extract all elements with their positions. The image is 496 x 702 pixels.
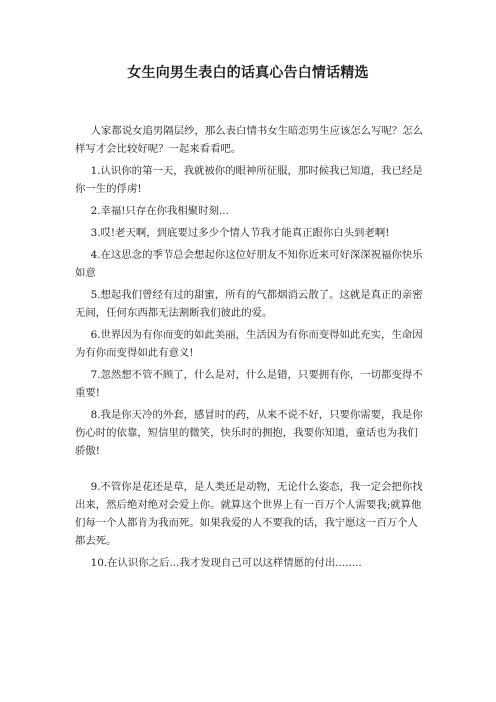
paragraph-intro: 人家都说女追男隔层纱，那么表白情书女生暗恋男生应该怎么写呢？怎么样写才会比较好呢？一起来看看吧。 <box>75 125 424 155</box>
paragraph-item-8: 8.我是你天冷的外套，感冒时的药，从来不说不好，只要你需要，我是你伤心时的依靠，短信里的微笑，快乐时的拥抱，我要你知道，童话也为我们骄傲! <box>75 409 423 457</box>
paragraph-item-3: 3.哎!老天啊，到底要过多少个情人节我才能真正跟你白头到老啊! <box>90 227 390 239</box>
paragraph-item-2: 2.幸福!只存在你我相聚时刻... <box>90 205 229 217</box>
document-body <box>75 122 427 576</box>
paragraph-item-6: 6.世界因为有你而变的如此美丽，生活因为有你而变得如此充实，生命因为有你而变得如此有意义! <box>75 329 423 359</box>
paragraph-item-10: 10.在认识你之后...我才发现自己可以这样情愿的付出........ <box>90 557 362 569</box>
document-title: 女生向男生表白的话真心告白情话精选 <box>127 65 369 81</box>
paragraph-item-4: 4.在这思念的季节总会想起你这位好朋友不知你近来可好深深祝福你快乐如意 <box>75 249 423 279</box>
paragraph-item-1: 1.认识你的第一天，我就被你的眼神所征服，那时候我已知道，我已经是你一生的俘虏! <box>75 165 423 195</box>
paragraph-item-5: 5.想起我们曾经有过的甜蜜，所有的气都烟消云散了。这就是真正的亲密无间，任何东西都无法割断我们彼此的爱。 <box>75 289 423 319</box>
paragraph-item-9: 9.不管你是花还是草，是人类还是动物，无论什么姿态，我一定会把你找出来，然后绝对绝对会爱上你。就算这个世界上有一百万个人需要我;就算他们每一个人都肯为我而死。如果我爱的人不要我的话，我宁愿这一百万个人都去死。 <box>75 481 423 547</box>
paragraph-item-7: 7.忽然想不管不顾了，什么是对，什么是错，只要拥有你，一切都变得不重要! <box>75 369 423 399</box>
